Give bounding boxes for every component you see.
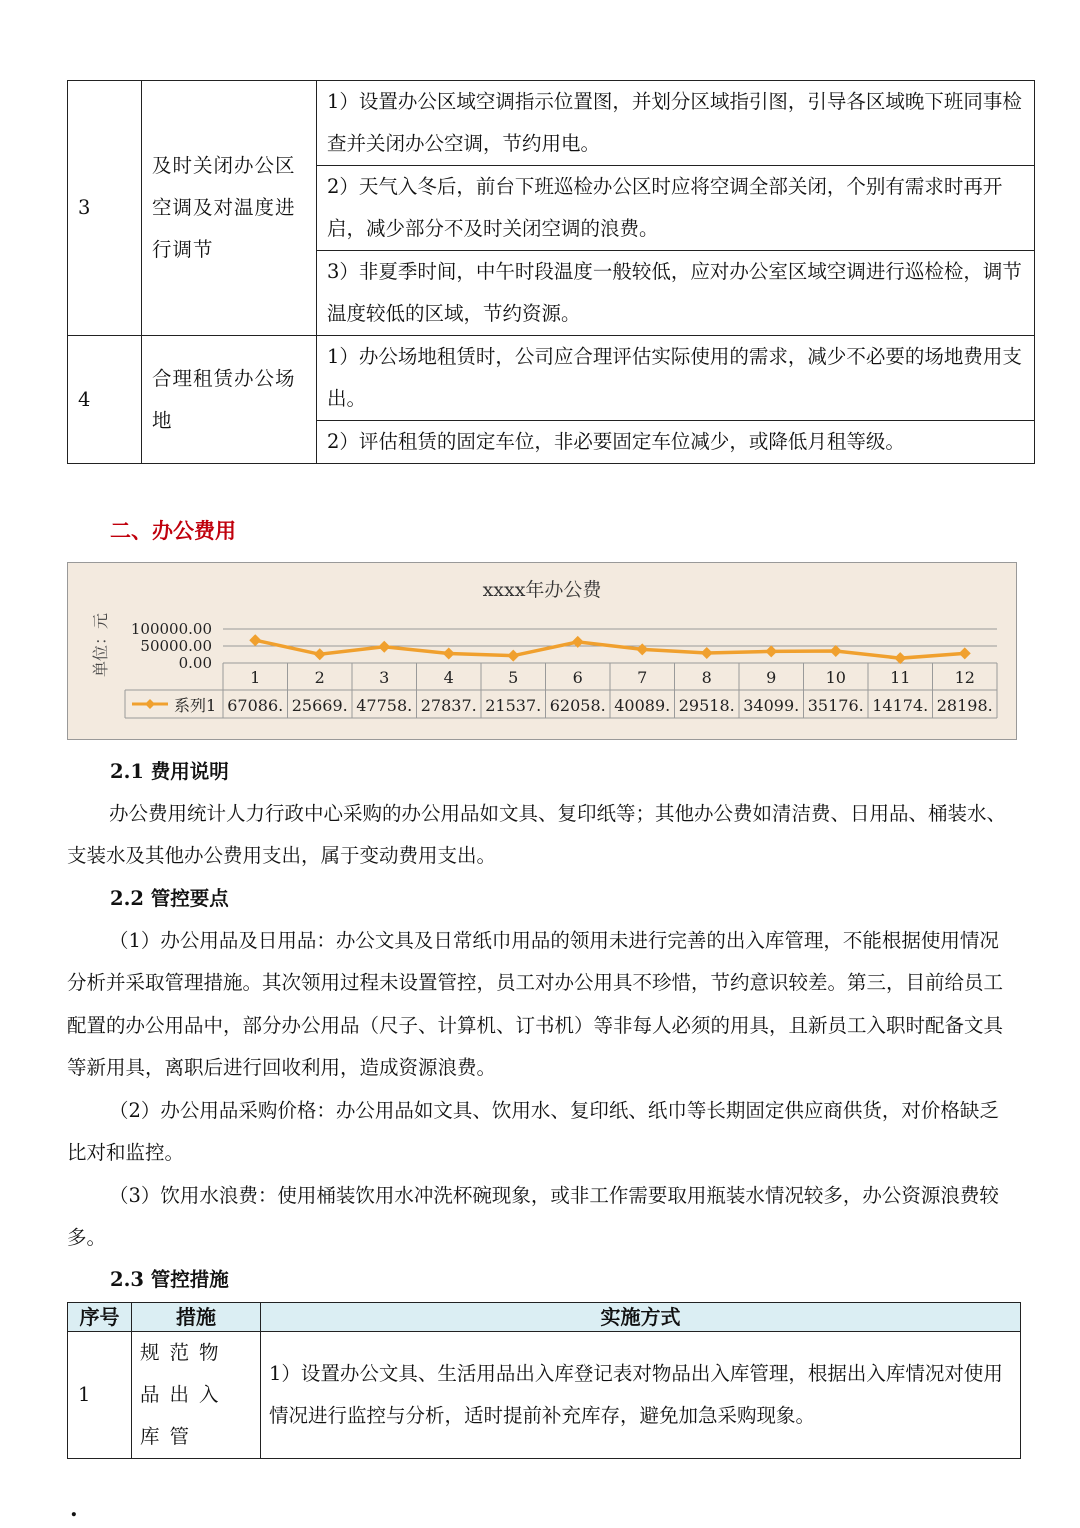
row-number: 4	[68, 336, 142, 464]
heading-2-1: 2.1 费用说明	[110, 760, 229, 783]
measure-item: 1）办公场地租赁时，公司应合理评估实际使用的需求，减少不必要的场地费用支出。	[317, 336, 1035, 421]
y-tick-label: 0.00	[178, 654, 212, 672]
data-point	[443, 648, 455, 660]
data-label: 14174.	[872, 696, 929, 715]
x-tick-label: 8	[701, 668, 712, 687]
measure-item: 3）非夏季时间，中午时段温度一般较低，应对办公室区域空调进行巡检检，调节温度较低的区域，节约资源。	[317, 251, 1035, 336]
footer-mark: .	[70, 1496, 78, 1522]
measure-method: 1）设置办公文具、生活用品出入库登记表对物品出入库管理，根据出入库情况对使用情况进行监控与分析，适时提前补充库存，避免加急采购现象。	[261, 1332, 1021, 1459]
data-label: 21537.	[485, 696, 542, 715]
chart-title: xxxx年办公费	[482, 579, 602, 601]
data-point	[765, 645, 777, 657]
measure-item: 2）天气入冬后，前台下班巡检办公区时应将空调全部关闭，个别有需求时再开启，减少部分不及时关闭空调的浪费。	[317, 166, 1035, 251]
y-ticks	[131, 620, 212, 672]
chart-svg	[68, 563, 1016, 739]
series-polyline	[255, 640, 965, 658]
y-axis-label: 单位：元	[91, 612, 110, 678]
data-label: 34099.	[743, 696, 800, 715]
x-tick-label: 12	[954, 668, 975, 687]
office-expense-chart	[67, 562, 1017, 740]
data-label: 40089.	[614, 696, 671, 715]
measures-table-top	[67, 80, 1035, 464]
x-tick-label: 1	[250, 668, 261, 687]
heading-2-3: 2.3 管控措施	[110, 1268, 229, 1291]
data-label: 47758.	[356, 696, 413, 715]
measure-title: 及时关闭办公区空调及对温度进行调节	[142, 81, 317, 336]
x-tick-label: 2	[314, 668, 325, 687]
data-point	[636, 643, 648, 655]
x-tick-label: 4	[443, 668, 454, 687]
y-tick-label: 100000.00	[130, 620, 212, 638]
x-tick-label: 9	[766, 668, 777, 687]
data-label: 35176.	[807, 696, 864, 715]
column-header: 序号	[68, 1303, 132, 1332]
data-point	[249, 634, 261, 646]
data-point	[507, 650, 519, 662]
data-point	[378, 641, 390, 653]
paragraph: （2）办公用品采购价格：办公用品如文具、饮用水、复印纸、纸巾等长期固定供应商供货，对价格缺乏比对和监控。	[67, 1099, 999, 1165]
measure-item: 1）设置办公区域空调指示位置图，并划分区域指引图，引导各区域晚下班同事检查并关闭办公空调，节约用电。	[317, 81, 1035, 166]
y-tick-label: 50000.00	[140, 637, 212, 655]
paragraph: 办公费用统计人力行政中心采购的办公用品如文具、复印纸等；其他办公费如清洁费、日用品、桶装水、支装水及其他办公费用支出，属于变动费用支出。	[67, 802, 1007, 868]
series-line	[249, 634, 971, 664]
legend-label: 系列1	[174, 696, 217, 715]
x-tick-label: 5	[508, 668, 519, 687]
data-point	[314, 648, 326, 660]
x-tick-label: 3	[379, 668, 390, 687]
paragraph: （1）办公用品及日用品：办公文具及日常纸巾用品的领用未进行完善的出入库管理，不能根据使用情况分析并采取管理措施。其次领用过程未设置管控，员工对办公用具不珍惜，节约意识较差。第三，目前给员工配置的办公用品中，部分办公用品（尺子、计算机、订书机）等非每人必须的用具，且新员工入职时配备文具等新用具，离职后进行回收利用，造成资源浪费。	[67, 929, 1004, 1079]
data-point	[894, 652, 906, 664]
data-label: 62058.	[549, 696, 606, 715]
data-label: 25669.	[291, 696, 348, 715]
data-point	[701, 647, 713, 659]
data-label: 67086.	[227, 696, 284, 715]
row-number: 3	[68, 81, 142, 336]
data-point	[959, 647, 971, 659]
x-tick-label: 10	[825, 668, 846, 687]
measure-item: 2）评估租赁的固定车位，非必要固定车位减少，或降低月租等级。	[317, 421, 1035, 464]
measure-title: 合理租赁办公场地	[142, 336, 317, 464]
column-header: 实施方式	[261, 1303, 1021, 1332]
measure-title: 规范物品出入库管	[132, 1332, 261, 1459]
data-label: 29518.	[678, 696, 735, 715]
section-title: 二、办公费用	[110, 518, 236, 543]
data-point	[830, 645, 842, 657]
measures-table-bottom	[67, 1302, 1021, 1459]
row-number: 1	[68, 1332, 132, 1459]
x-tick-label: 11	[890, 668, 911, 687]
data-label: 28198.	[936, 696, 993, 715]
column-header: 措施	[132, 1303, 261, 1332]
x-tick-label: 6	[572, 668, 583, 687]
legend-marker	[145, 699, 155, 709]
data-table	[125, 663, 997, 718]
data-label: 27837.	[420, 696, 477, 715]
heading-2-2: 2.2 管控要点	[110, 887, 229, 910]
x-tick-label: 7	[637, 668, 648, 687]
paragraph: （3）饮用水浪费：使用桶装饮用水冲洗杯碗现象，或非工作需要取用瓶装水情况较多，办公资源浪费较多。	[67, 1184, 999, 1250]
